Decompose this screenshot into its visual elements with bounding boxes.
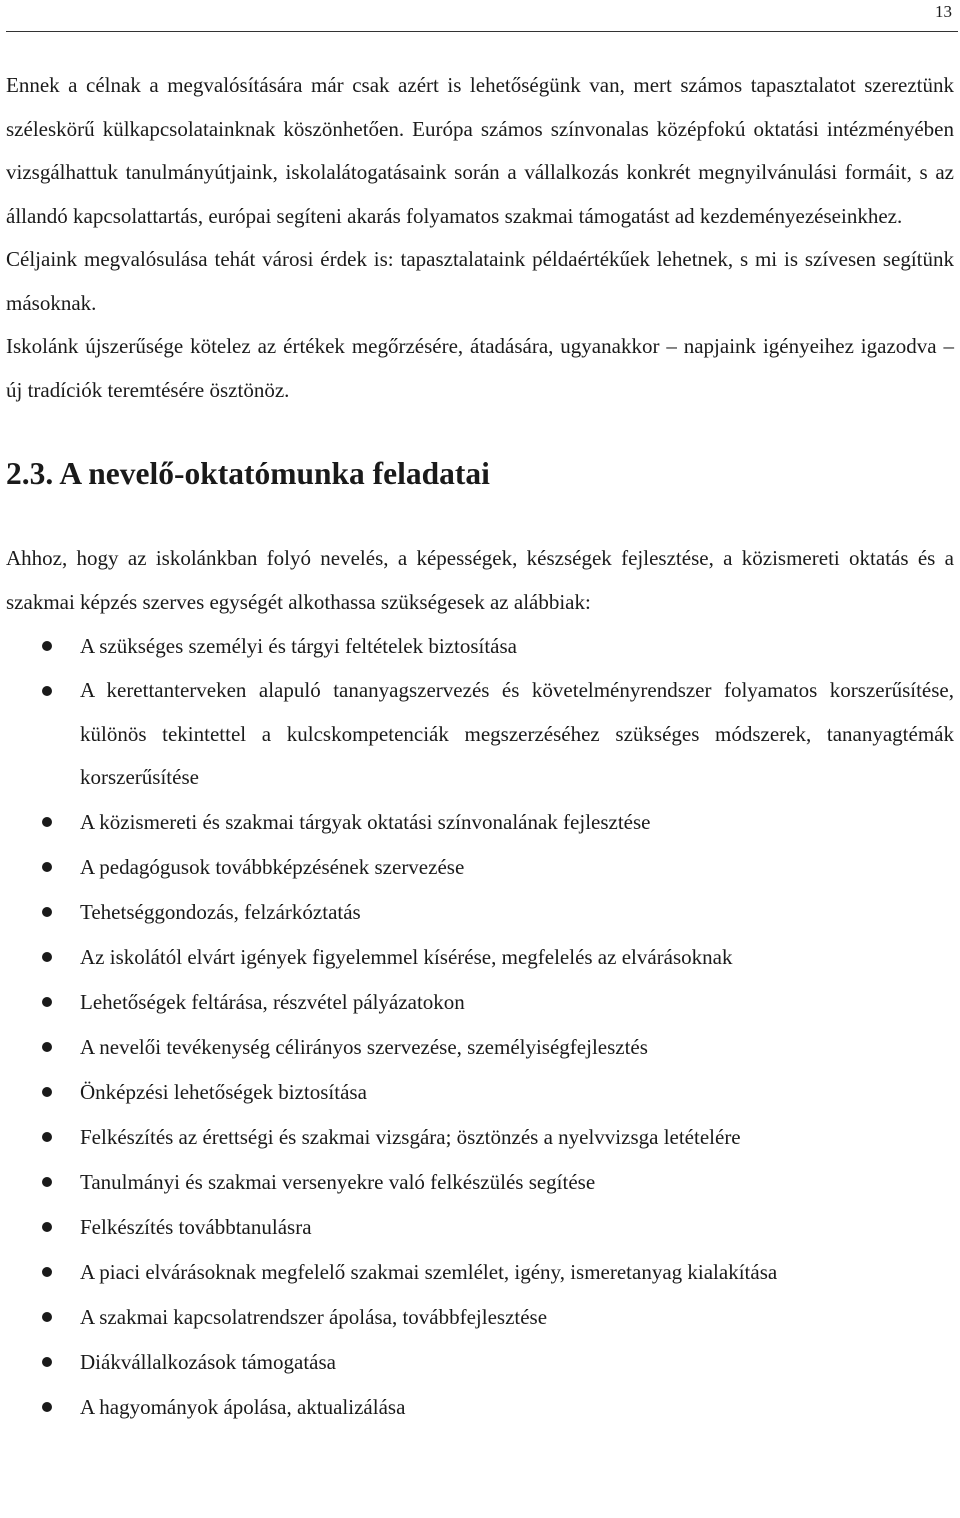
header-rule: [6, 31, 958, 32]
paragraph-school-novelty: Iskolánk újszerűsége kötelez az értékek megőrzésére, átadására, ugyanakkor – napjaink igényeihez igazodva – új tradíciók teremtésére ösztönöz.: [6, 334, 954, 402]
bullet-icon: [42, 1267, 52, 1277]
bullet-icon: [42, 641, 52, 651]
list-item: Önképzési lehetőségek biztosítása: [6, 1070, 954, 1115]
bullet-icon: [42, 862, 52, 872]
list-item: Tehetséggondozás, felzárkóztatás: [6, 890, 954, 935]
bullet-icon: [42, 1042, 52, 1052]
bullet-icon: [42, 1087, 52, 1097]
list-item: A pedagógusok továbbképzésének szervezése: [6, 845, 954, 890]
list-item: A nevelői tevékenység célirányos szervezése, személyiségfejlesztés: [6, 1025, 954, 1070]
bullet-icon: [42, 952, 52, 962]
bullet-icon: [42, 1312, 52, 1322]
section-intro: Ahhoz, hogy az iskolánkban folyó nevelés, a képességek, készségek fejlesztése, a közismereti oktatás és a szakmai képzés szerves egységét alkothassa szükségesek az alábbiak:: [6, 546, 954, 614]
list-item: Tanulmányi és szakmai versenyekre való felkészülés segítése: [6, 1160, 954, 1205]
section-heading-text: 2.3. A nevelő-oktatómunka feladatai: [6, 456, 490, 491]
bullet-icon: [42, 686, 52, 696]
paragraph-city-interest: Céljaink megvalósulása tehát városi érdek is: tapasztalataink példaértékűek lehetnek, s mi is szívesen segítünk másoknak.: [6, 247, 954, 315]
list-item: Felkészítés továbbtanulásra: [6, 1205, 954, 1250]
list-item: Diákvállalkozások támogatása: [6, 1340, 954, 1385]
document-body: [6, 64, 954, 1430]
list-item: A hagyományok ápolása, aktualizálása: [6, 1385, 954, 1430]
bullet-icon: [42, 1132, 52, 1142]
section-heading: [6, 452, 954, 495]
list-item: A kerettanterveken alapuló tananyagszervezés és követelményrendszer folyamatos korszerűsítése, különös tekintettel a kulcskompetenciák megszerzéséhez szükséges módszerek, tananyagtémák korszerűsítése: [6, 669, 954, 800]
bullet-icon: [42, 907, 52, 917]
bullet-icon: [42, 1402, 52, 1412]
bullet-icon: [42, 817, 52, 827]
bullet-icon: [42, 1222, 52, 1232]
bullet-icon: [42, 997, 52, 1007]
bullet-icon: [42, 1357, 52, 1367]
list-item: Az iskolától elvárt igények figyelemmel kísérése, megfelelés az elvárásoknak: [6, 935, 954, 980]
list-item: Felkészítés az érettségi és szakmai vizsgára; ösztönzés a nyelvvizsga letételére: [6, 1115, 954, 1160]
paragraph-international-relations: Ennek a célnak a megvalósítására már csak azért is lehetőségünk van, mert számos tapasztalatot szereztünk széleskörű külkapcsolatainknak köszönhetően. Európa számos színvonalas középfokú oktatási intézményében vizsgálhattuk tanulmányútjaink, iskolalátogatásaink során a vállalkozás konkrét megnyilvánulási formáit, s az állandó kapcsolattartás, európai segíteni akarás folyamatos szakmai támogatást ad kezdeményezéseinkhez.: [6, 73, 954, 228]
list-item: Lehetőségek feltárása, részvétel pályázatokon: [6, 980, 954, 1025]
list-item: A szakmai kapcsolatrendszer ápolása, továbbfejlesztése: [6, 1295, 954, 1340]
list-item: A szükséges személyi és tárgyi feltételek biztosítása: [6, 624, 954, 669]
list-item: A közismereti és szakmai tárgyak oktatási színvonalának fejlesztése: [6, 800, 954, 845]
task-list: [6, 624, 954, 1430]
list-item: A piaci elvárásoknak megfelelő szakmai szemlélet, igény, ismeretanyag kialakítása: [6, 1250, 954, 1295]
page-number: 13: [935, 2, 952, 21]
bullet-icon: [42, 1177, 52, 1187]
